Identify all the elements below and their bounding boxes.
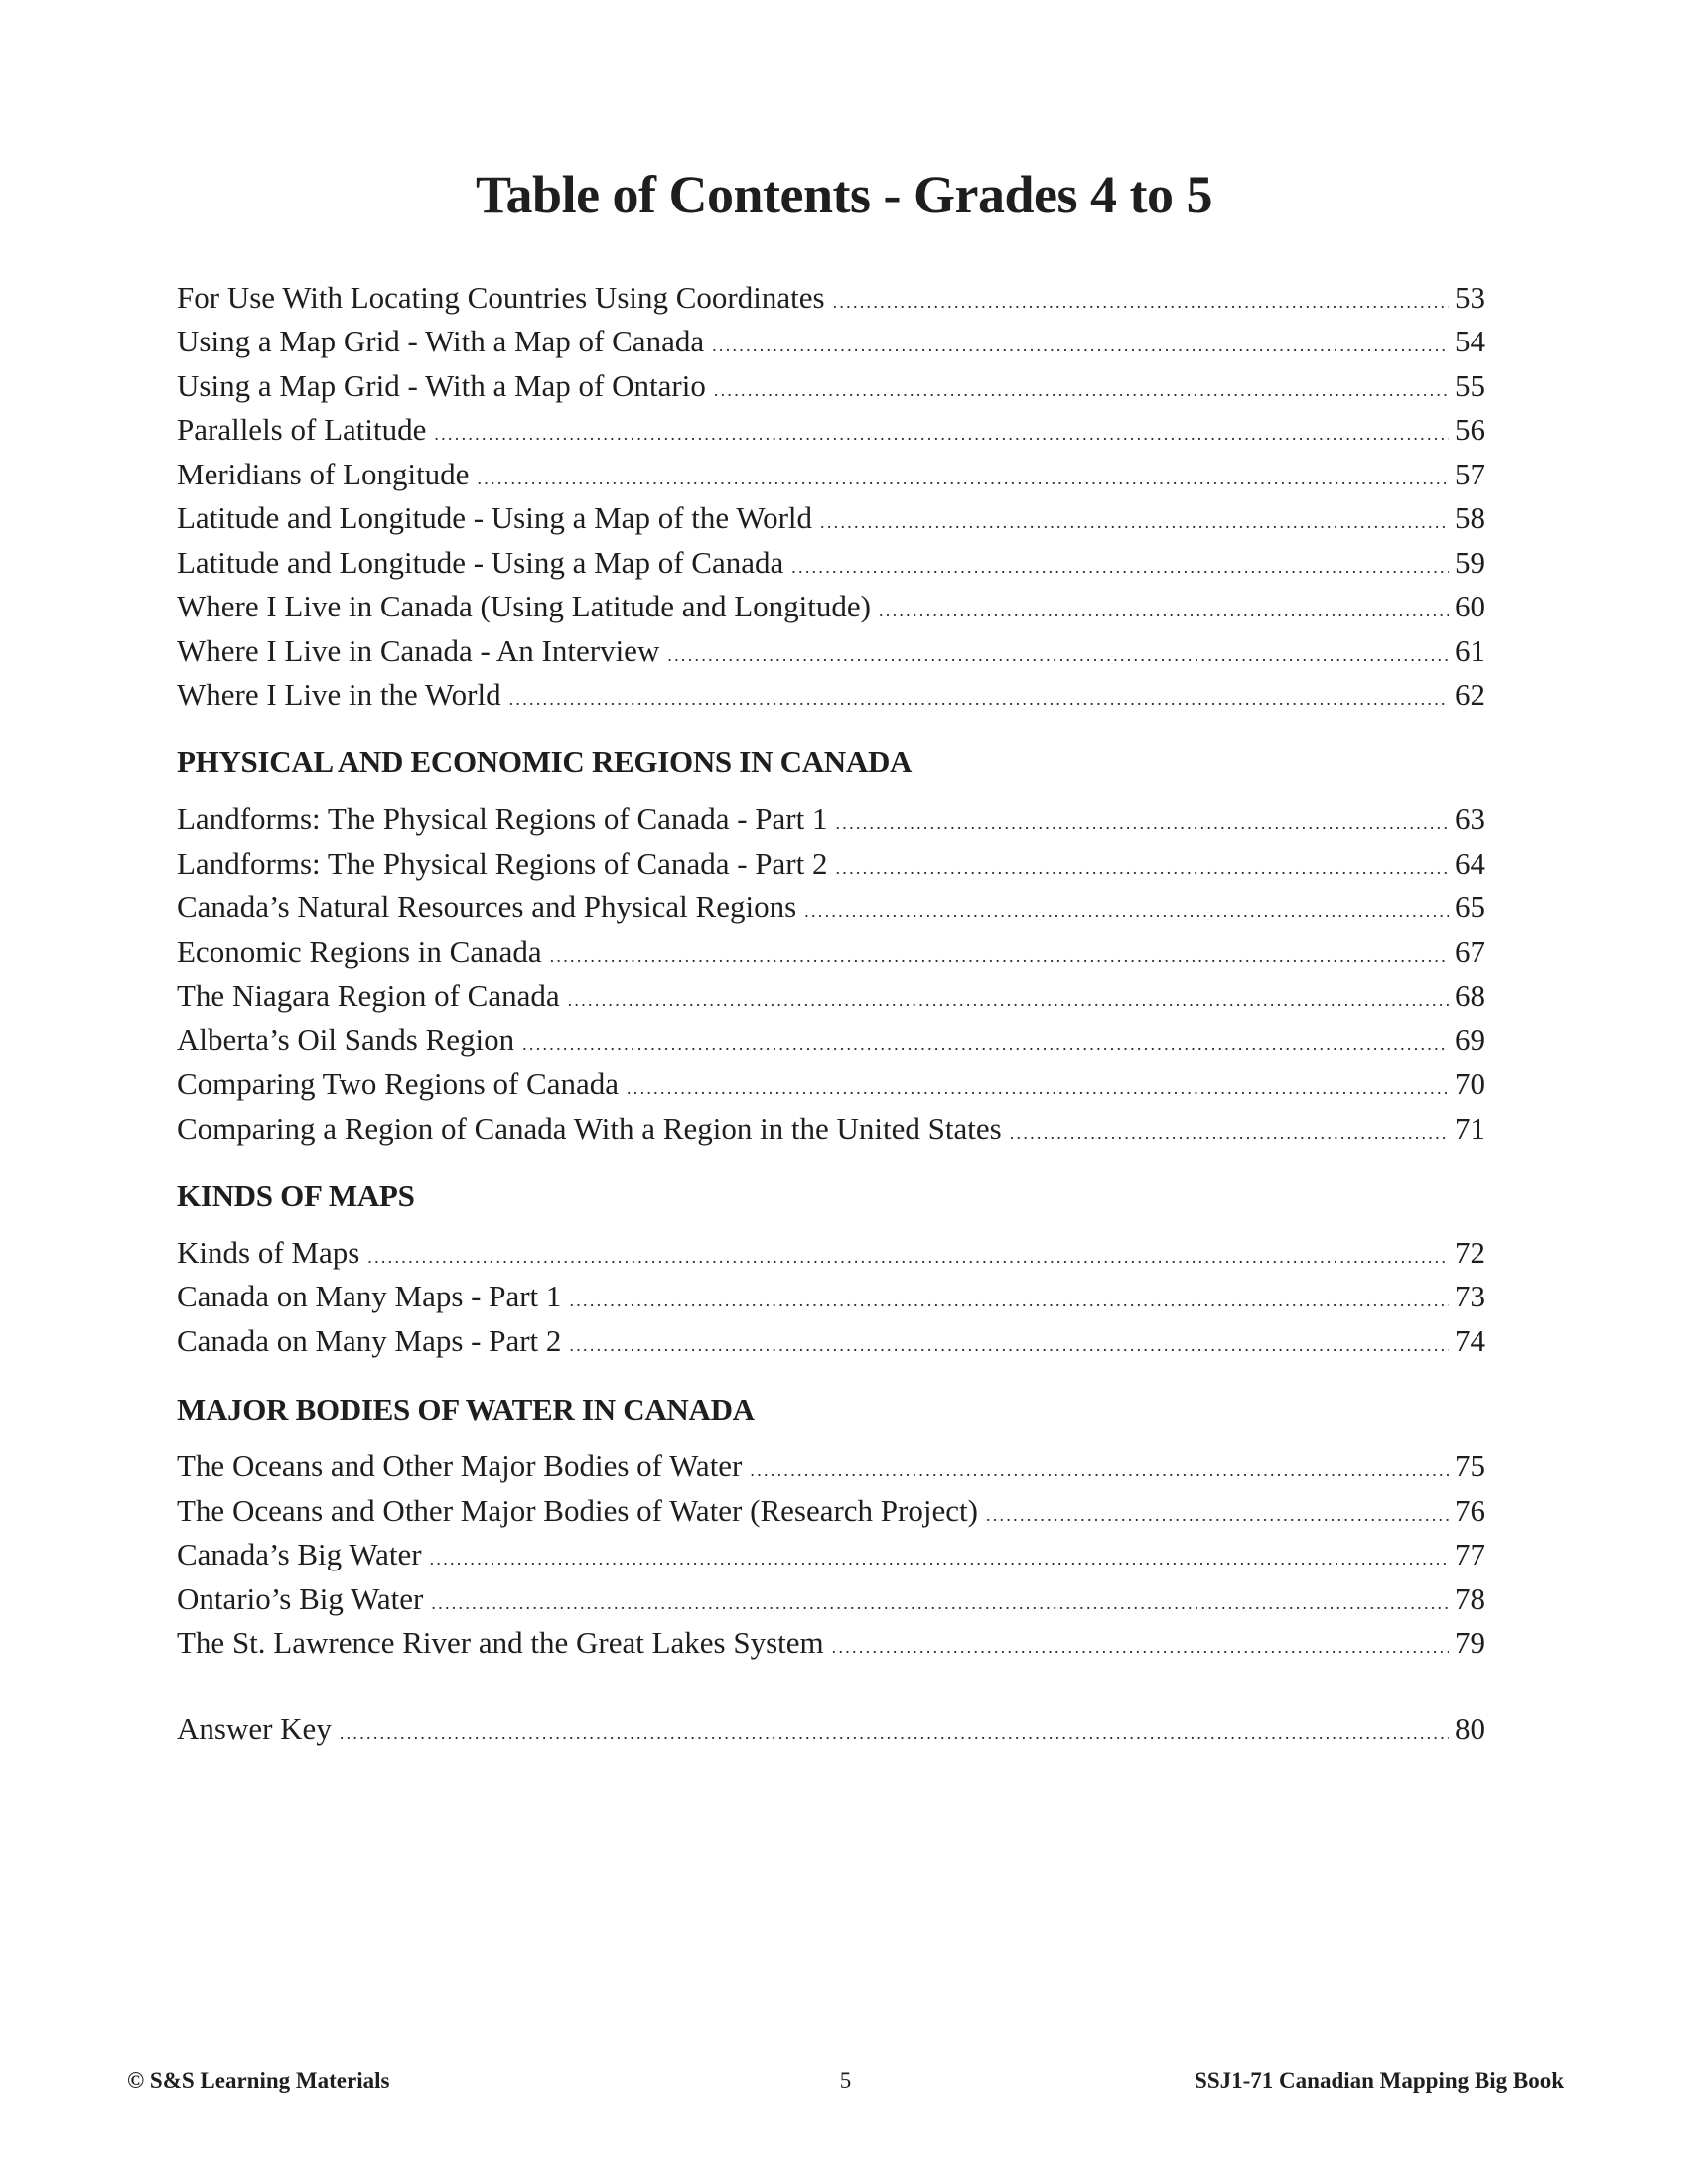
toc-entry-page: 73 xyxy=(1455,1279,1485,1313)
toc-entry-page: 60 xyxy=(1455,589,1485,623)
toc-entry-page: 58 xyxy=(1455,500,1485,535)
toc-entry-label: Where I Live in Canada (Using Latitude and Longitude) xyxy=(177,589,871,623)
toc-entry[interactable] xyxy=(177,1277,1485,1316)
section-heading: KINDS OF MAPS xyxy=(177,1178,415,1213)
dot-leader xyxy=(833,282,1449,322)
toc-entry-label: Alberta’s Oil Sands Region xyxy=(177,1023,515,1057)
dot-leader xyxy=(835,848,1449,887)
toc-entry-page: 79 xyxy=(1455,1625,1485,1660)
toc-entry-label: For Use With Locating Countries Using Coordinates xyxy=(177,280,825,315)
toc-entry[interactable] xyxy=(177,1446,1485,1486)
toc-entry[interactable] xyxy=(177,631,1485,671)
toc-entry-page: 69 xyxy=(1455,1023,1485,1057)
dot-leader xyxy=(986,1495,1449,1535)
dot-leader xyxy=(1010,1113,1449,1153)
toc-entry-label: Parallels of Latitude xyxy=(177,412,427,447)
toc-entry-label: Canada on Many Maps - Part 2 xyxy=(177,1323,562,1358)
dot-leader xyxy=(522,1024,1449,1064)
toc-entry-page: 64 xyxy=(1455,846,1485,881)
toc-entry-label: The Oceans and Other Major Bodies of Water (Research Project) xyxy=(177,1493,978,1528)
toc-entry-page: 65 xyxy=(1455,889,1485,924)
toc-entry[interactable] xyxy=(177,1491,1485,1531)
dot-leader xyxy=(569,1281,1449,1320)
dot-leader xyxy=(367,1237,1449,1277)
toc-entry-label: The St. Lawrence River and the Great Lakes System xyxy=(177,1625,824,1660)
toc-entry-page: 53 xyxy=(1455,280,1485,315)
toc-entry-page: 72 xyxy=(1455,1235,1485,1270)
toc-entry-label: Economic Regions in Canada xyxy=(177,934,542,969)
dot-leader xyxy=(569,1325,1449,1365)
dot-leader xyxy=(712,326,1449,365)
toc-entry-page: 74 xyxy=(1455,1323,1485,1358)
toc-entry[interactable] xyxy=(177,1535,1485,1574)
dot-leader xyxy=(568,980,1449,1020)
toc-entry[interactable] xyxy=(177,887,1485,927)
toc-entry[interactable] xyxy=(177,1623,1485,1663)
toc-entry-label: Using a Map Grid - With a Map of Canada xyxy=(177,324,705,358)
page-title: Table of Contents - Grades 4 to 5 xyxy=(475,165,1212,224)
toc-entry-page: 80 xyxy=(1455,1711,1485,1746)
toc-entry-label: Where I Live in Canada - An Interview xyxy=(177,633,660,668)
dot-leader xyxy=(431,1583,1449,1623)
toc-entry-page: 71 xyxy=(1455,1111,1485,1146)
toc-entry[interactable] xyxy=(177,543,1485,583)
footer-book-title: SSJ1-71 Canadian Mapping Big Book xyxy=(1195,2068,1564,2093)
toc-entry-label: Latitude and Longitude - Using a Map of Canada xyxy=(177,545,784,580)
dot-leader xyxy=(879,591,1449,630)
dot-leader xyxy=(714,370,1449,410)
toc-entry[interactable] xyxy=(177,410,1485,450)
dot-leader xyxy=(804,891,1449,931)
toc-entry[interactable] xyxy=(177,322,1485,361)
toc-entry-label: Answer Key xyxy=(177,1711,332,1746)
toc-entry[interactable] xyxy=(177,1021,1485,1060)
toc-entry-page: 54 xyxy=(1455,324,1485,358)
toc-entry[interactable] xyxy=(177,455,1485,494)
footer-page-number: 5 xyxy=(839,2068,852,2093)
toc-entry-label: Ontario’s Big Water xyxy=(177,1581,424,1616)
toc-entry-label: Canada on Many Maps - Part 1 xyxy=(177,1279,562,1313)
toc-entry[interactable] xyxy=(177,675,1485,715)
toc-entry[interactable] xyxy=(177,844,1485,884)
dot-leader xyxy=(627,1068,1449,1108)
toc-entry[interactable] xyxy=(177,278,1485,318)
toc-entry-label: Meridians of Longitude xyxy=(177,457,470,491)
dot-leader xyxy=(750,1450,1449,1490)
toc-entry-label: Kinds of Maps xyxy=(177,1235,360,1270)
toc-entry-label: The Oceans and Other Major Bodies of Water xyxy=(177,1448,743,1483)
toc-entry-page: 63 xyxy=(1455,801,1485,836)
toc-entry[interactable] xyxy=(177,932,1485,972)
toc-entry-page: 67 xyxy=(1455,934,1485,969)
dot-leader xyxy=(832,1627,1449,1667)
section-heading: PHYSICAL AND ECONOMIC REGIONS IN CANADA xyxy=(177,745,913,779)
toc-entry-page: 55 xyxy=(1455,368,1485,403)
toc-entry[interactable] xyxy=(177,498,1485,538)
dot-leader xyxy=(550,936,1449,976)
dot-leader xyxy=(509,679,1449,719)
dot-leader xyxy=(791,547,1449,587)
dot-leader xyxy=(434,414,1449,454)
toc-entry-label: Canada’s Big Water xyxy=(177,1537,422,1571)
toc-entry-label: Comparing Two Regions of Canada xyxy=(177,1066,619,1101)
toc-entry[interactable] xyxy=(177,976,1485,1016)
toc-entry[interactable] xyxy=(177,587,1485,626)
toc-entry-label: Comparing a Region of Canada With a Region in the United States xyxy=(177,1111,1002,1146)
section-heading: MAJOR BODIES OF WATER IN CANADA xyxy=(177,1392,755,1427)
toc-entry-page: 77 xyxy=(1455,1537,1485,1571)
toc-entry-label: Landforms: The Physical Regions of Canada - Part 2 xyxy=(177,846,828,881)
toc-entry-page: 76 xyxy=(1455,1493,1485,1528)
dot-leader xyxy=(477,459,1449,498)
dot-leader xyxy=(667,635,1449,675)
toc-entry-answer-key[interactable] xyxy=(177,1709,1485,1749)
toc-entry-label: Canada’s Natural Resources and Physical Regions xyxy=(177,889,797,924)
toc-entry-label: The Niagara Region of Canada xyxy=(177,978,560,1013)
toc-entry-label: Using a Map Grid - With a Map of Ontario xyxy=(177,368,706,403)
toc-entry[interactable] xyxy=(177,1321,1485,1361)
toc-entry-page: 75 xyxy=(1455,1448,1485,1483)
toc-entry-page: 59 xyxy=(1455,545,1485,580)
toc-entry-page: 56 xyxy=(1455,412,1485,447)
toc-entry-label: Landforms: The Physical Regions of Canada - Part 1 xyxy=(177,801,828,836)
toc-entry-page: 70 xyxy=(1455,1066,1485,1101)
dot-leader xyxy=(430,1539,1449,1578)
toc-entry[interactable] xyxy=(177,1579,1485,1619)
toc-entry-label: Latitude and Longitude - Using a Map of the World xyxy=(177,500,813,535)
page-footer xyxy=(127,2063,1564,2099)
toc-entry[interactable] xyxy=(177,1109,1485,1149)
toc-entry-page: 68 xyxy=(1455,978,1485,1013)
toc-entry-page: 62 xyxy=(1455,677,1485,712)
dot-leader xyxy=(820,502,1449,542)
dot-leader xyxy=(340,1713,1449,1753)
toc-entry[interactable] xyxy=(177,366,1485,406)
footer-copyright: © S&S Learning Materials xyxy=(127,2068,390,2093)
toc-entry[interactable] xyxy=(177,799,1485,839)
dot-leader xyxy=(835,803,1449,843)
toc-entry-label: Where I Live in the World xyxy=(177,677,501,712)
toc-entry[interactable] xyxy=(177,1064,1485,1104)
toc-entry-page: 61 xyxy=(1455,633,1485,668)
toc-entry-page: 78 xyxy=(1455,1581,1485,1616)
toc-entry-page: 57 xyxy=(1455,457,1485,491)
toc-entry[interactable] xyxy=(177,1233,1485,1273)
